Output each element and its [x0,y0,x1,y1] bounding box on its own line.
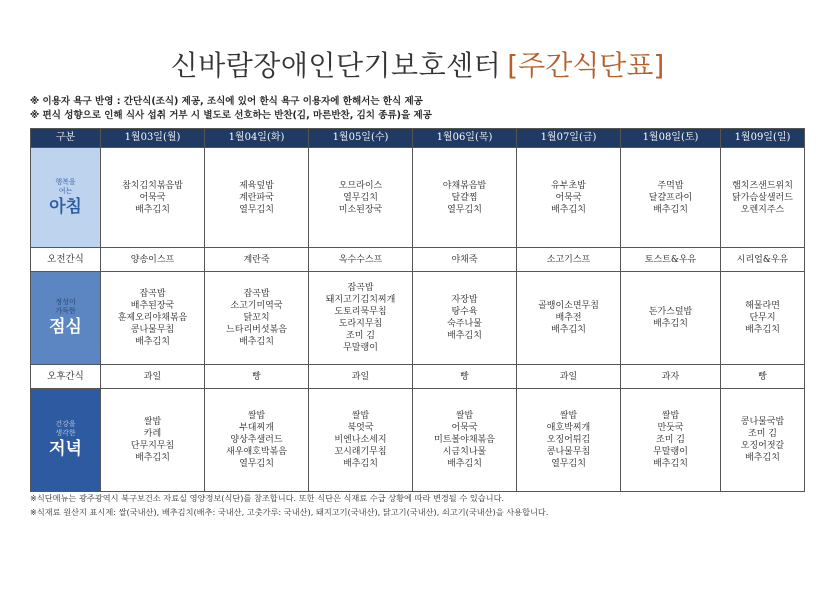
menu-item: 주먹밥 [657,180,684,191]
menu-item: 배추김치 [447,459,482,469]
label-small: 정성이 [55,298,76,306]
menu-cell [413,272,517,365]
menu-item: 배추김치 [343,459,378,469]
menu-item: 느타리버섯볶음 [226,325,287,335]
menu-item: 배추된장국 [130,301,175,311]
menu-item: 쌀밥 [661,411,680,421]
menu-item: 조미 김 [748,429,777,439]
snack-cell: 토스트&우유 [621,248,721,272]
day-header: 1월08일(토) [621,129,721,148]
menu-item: 열무김치 [447,204,482,215]
menu-item: 꼬시래기무침 [334,447,387,457]
snack-cell: 과일 [101,365,205,389]
menu-item: 열무김치 [239,459,274,469]
menu-cell [309,272,413,365]
day-header: 1월05일(수) [309,129,413,148]
snack-cell: 야채죽 [413,248,517,272]
menu-item: 유부초밥 [551,180,586,191]
label-small: 여는 [58,186,73,195]
menu-item: 배추김치 [135,337,170,347]
menu-item: 쌀밥 [247,411,266,421]
menu-cell [621,148,721,248]
menu-item: 열무김치 [343,192,378,203]
menu-item: 닭가슴살샐러드 [732,192,793,203]
menu-item: 배추김치 [745,325,780,335]
breakfast-label [31,148,101,248]
day-header: 1월04일(화) [205,129,309,148]
menu-cell [205,272,309,365]
menu-cell [413,148,517,248]
label-big: 점심 [49,317,82,337]
menu-item: 어묵국 [555,192,582,203]
header-category: 구분 [31,129,101,148]
am-snack-row [31,248,805,272]
menu-item: 참치김치볶음밥 [122,180,183,191]
dinner-label [31,389,101,492]
menu-item: 달걀프라이 [648,192,693,203]
menu-item: 소고기미역국 [230,301,283,311]
menu-cell [721,389,805,492]
menu-item: 카레 [143,429,162,439]
lunch-label [31,272,101,365]
menu-cell [517,272,621,365]
note-line: ※ 편식 성향으로 인해 식사 섭취 거부 시 별도로 선호하는 반찬(김, 마른반찬, 김치 종류)을 제공 [30,110,432,121]
footnotes [30,491,810,519]
menu-item: 오렌지주스 [740,204,785,215]
footnote-line: ※식단메뉴는 광주광역시 북구보건소 자료실 영양정보(식단)를 참조합니다. 또한 식단은 식재료 수급 상황에 따라 변경될 수 있습니다. [30,493,505,503]
page-title [0,44,835,84]
menu-item: 숙주나물 [447,319,482,329]
menu-cell [721,272,805,365]
menu-item: 배추김치 [551,204,586,215]
pm-snack-label: 오후간식 [31,365,101,389]
menu-item: 콩나물국밥 [740,417,785,427]
label-big: 저녁 [49,439,82,459]
menu-item: 배추김치 [653,204,688,215]
menu-item: 열무김치 [551,459,586,469]
menu-item: 오징어젓갈 [740,441,785,451]
menu-item: 어묵국 [139,192,166,203]
menu-item: 쌀밥 [351,411,370,421]
menu-item: 도라지무침 [338,319,383,329]
menu-item: 배추김치 [653,319,688,329]
menu-item: 무말랭이 [343,343,378,353]
menu-item: 만둣국 [657,423,684,433]
header-row [31,129,805,148]
footnote-line: ※식재료 원산지 표시제: 쌀(국내산), 배추김치(배추: 국내산, 고춧가루: 국내산), 돼지고기(국내산), 닭고기(국내산), 쇠고기(국내산)을 사용합니다. [30,507,549,517]
menu-cell [101,148,205,248]
menu-cell [205,389,309,492]
menu-cell [621,272,721,365]
menu-item: 조미 김 [656,435,685,445]
menu-item: 계란파국 [239,192,274,203]
title-subtitle: [주간식단표] [507,49,665,82]
snack-cell: 빵 [205,365,309,389]
menu-item: 배추김치 [653,459,688,469]
menu-item: 달걀찜 [451,192,478,203]
day-header: 1월07일(금) [517,129,621,148]
menu-item: 단무지 [749,313,776,323]
menu-cell [309,148,413,248]
snack-cell: 시리얼&우유 [721,248,805,272]
menu-item: 애호박찌개 [546,423,591,433]
label-small: 건강을 [55,420,76,428]
menu-cell [413,389,517,492]
menu-item: 콩나물무침 [546,447,591,457]
menu-cell [517,148,621,248]
pm-snack-row [31,365,805,389]
dinner-row [31,389,805,492]
menu-item: 부대찌개 [239,423,274,433]
snack-cell: 빵 [721,365,805,389]
label-small: 행복을 [55,177,76,186]
menu-item: 양상추샐러드 [230,435,283,445]
menu-cell [721,148,805,248]
label-big: 아침 [49,196,82,217]
menu-item: 배추김치 [135,204,170,215]
menu-item: 햄치즈샌드위치 [732,180,793,191]
am-snack-label: 오전간식 [31,248,101,272]
menu-item: 돼지고기김치찌개 [325,295,396,305]
note-line: ※ 이용자 욕구 반영 : 간단식(조식) 제공, 조식에 있어 한식 욕구 이용자에 한해서는 한식 제공 [30,96,423,107]
menu-item: 배추전 [555,313,582,323]
menu-item: 북엇국 [347,423,374,433]
breakfast-row [31,148,805,248]
menu-cell [309,389,413,492]
day-header: 1월03일(월) [101,129,205,148]
menu-item: 배추김치 [239,337,274,347]
label-small: 생각한 [55,429,76,437]
menu-item: 배추김치 [745,453,780,463]
menu-item: 잡곡밥 [243,289,270,299]
menu-item: 조미 김 [346,331,375,341]
lunch-row [31,272,805,365]
menu-cell [101,389,205,492]
snack-cell: 과일 [517,365,621,389]
menu-item: 쌀밥 [143,417,162,427]
menu-item: 오므라이스 [338,180,383,191]
menu-item: 미트볼야채볶음 [434,435,495,445]
menu-item: 배추김치 [135,453,170,463]
menu-item: 잡곡밥 [139,289,166,299]
menu-item: 닭꼬치 [243,313,270,323]
menu-item: 훈제오리야채볶음 [117,313,188,323]
snack-cell: 과자 [621,365,721,389]
menu-item: 제육덮밥 [239,180,274,191]
label-small: 가득한 [55,307,76,315]
menu-item: 야채볶음밥 [442,180,487,191]
menu-item: 열무김치 [239,204,274,215]
menu-cell [517,389,621,492]
snack-cell: 양송이스프 [101,248,205,272]
menu-item: 시금치나물 [442,447,487,457]
menu-item: 해물라면 [745,301,780,311]
menu-item: 잡곡밥 [347,283,374,293]
menu-item: 자장밥 [451,295,478,305]
menu-item: 배추김치 [447,331,482,341]
center-name: 신바람장애인단기보호센터 [170,49,502,82]
menu-cell [621,389,721,492]
snack-cell: 빵 [413,365,517,389]
menu-item: 무말랭이 [653,447,688,457]
day-header: 1월09일(일) [721,129,805,148]
menu-cell [101,272,205,365]
snack-cell: 소고기스프 [517,248,621,272]
snack-cell: 과일 [309,365,413,389]
menu-item: 도토리묵무침 [334,307,387,317]
snack-cell: 계란죽 [205,248,309,272]
menu-cell [205,148,309,248]
menu-item: 골뱅이소면무침 [538,301,599,311]
menu-item: 콩나물무침 [130,325,175,335]
weekly-menu-table [30,128,805,492]
menu-item: 새우애호박볶음 [226,447,287,457]
menu-item: 탕수육 [451,307,478,317]
notes [30,95,810,123]
menu-item: 쌀밥 [559,411,578,421]
menu-item: 비엔나소세지 [334,435,387,445]
menu-item: 미소된장국 [338,204,383,215]
snack-cell: 옥수수스프 [309,248,413,272]
menu-item: 단무지무침 [130,441,175,451]
day-header: 1월06일(목) [413,129,517,148]
menu-item: 배추김치 [551,325,586,335]
menu-item: 돈가스덮밥 [648,307,693,317]
menu-item: 쌀밥 [455,411,474,421]
menu-item: 어묵국 [451,423,478,433]
menu-item: 오징어튀김 [546,435,591,445]
